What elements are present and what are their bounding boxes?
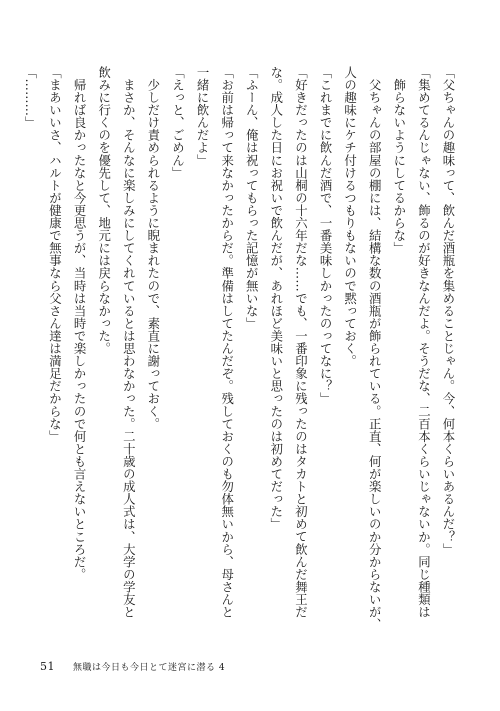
text-line: な。成人した日にお祝いで飲んだが、あれほど美味いと思ったのは初めてだった」 (268, 66, 284, 531)
text-line: 「好きだったのは山桐の十六年だな……でも、一番印象に残ったのはタカトと初めて飲んだ舞王だ (293, 66, 309, 619)
page-number: 51 (40, 659, 55, 673)
text-line: 「父ちゃんの趣味って、飲んだ酒瓶を集めることじゃん。今、何本くらいあるんだ？」 (441, 66, 456, 556)
page-footer (40, 658, 225, 674)
text-line: 「ふーん、俺は祝ってもらった記憶が無いな」 (244, 66, 260, 330)
text-line: 一緒に飲んだよ」 (195, 66, 211, 167)
running-title: 無職は今日も今日とて迷宮に潜る 4 (73, 662, 226, 673)
text-line: 帰れば良かったなと今更思うが、当時は当時で楽しかったので何とも言えないところだ。 (72, 66, 88, 581)
text-line: 「まあいいさ、ハルトが健康で無事なら父さん達は満足だからな」 (47, 66, 63, 443)
vertical-text-body (22, 66, 460, 646)
text-line: 「………」 (22, 66, 38, 129)
text-line: 「これまでに飲んだ酒で、一番美味しかったのってなに？」 (318, 66, 334, 405)
text-line: 「お前は帰って来なかったからだ。準備はしてたんだぞ。残しておくのも勿体無いから、母さんと (219, 66, 235, 619)
text-line: 飾らないようにしてるからな」 (391, 66, 407, 255)
text-line: 少しだけ責められるように睨まれたので、素直に謝っておく。 (145, 66, 161, 430)
text-line: 父ちゃんの部屋の棚には、結構な数の酒瓶が飾られている。正直、何が楽しいのか分からないが、 (367, 66, 383, 631)
text-line: 人の趣味にケチ付けるつもりもないので黙っておく。 (342, 66, 358, 368)
text-line: 「集めてるんじゃない、飾るのが好きなんだよ。そうだな、二百本くらいじゃないか。同じ種類は (416, 66, 432, 619)
text-line: 「えっと、ごめん」 (170, 66, 186, 179)
text-line: 飲みに行くのを優先して、地元には戻らなかった。 (96, 66, 112, 355)
text-line: まさか、そんなに楽しみにしてくれているとは思わなかった。二十歳の成人式は、大学の学友と (121, 66, 137, 619)
